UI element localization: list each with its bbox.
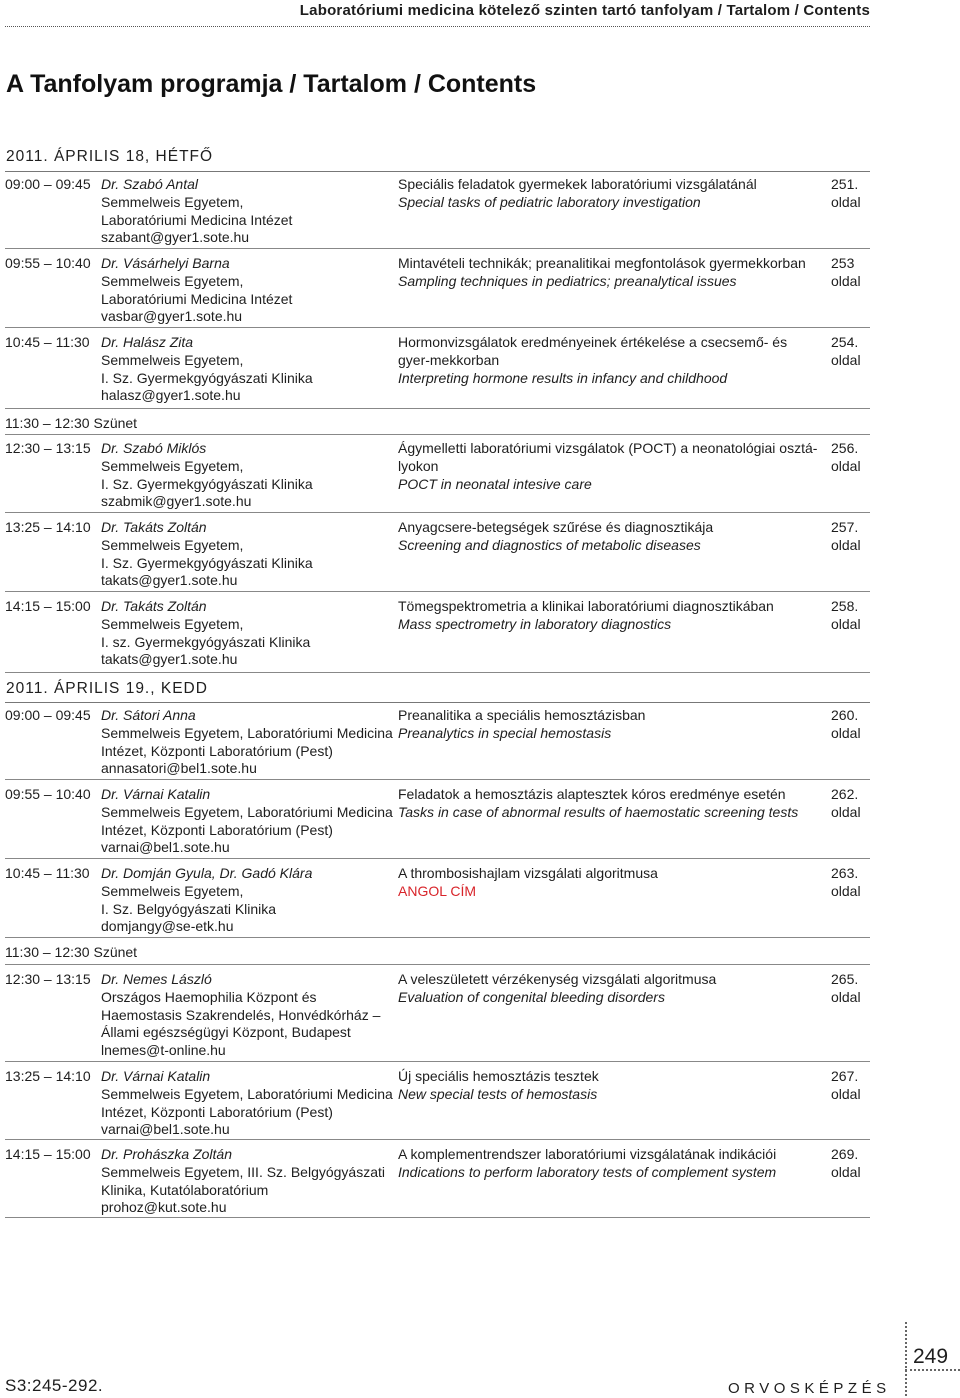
page-number-ref: 260.	[831, 707, 859, 723]
speaker-affiliation: Laboratóriumi Medicina Intézet	[101, 290, 293, 307]
topic-block	[398, 176, 818, 212]
session-time: 09:55 – 10:40	[5, 255, 91, 271]
page-number-ref: 253	[831, 255, 855, 271]
row-rule	[5, 779, 870, 780]
topic-block	[398, 598, 818, 634]
speaker-affiliation: Klinika, Kutatólaboratórium	[101, 1181, 269, 1198]
speaker-name: Dr. Halász Zita	[101, 334, 194, 350]
speaker-block	[101, 255, 393, 326]
speaker-name: Dr. Várnai Katalin	[101, 786, 211, 802]
speaker-affiliation: I. Sz. Belgyógyászati Klinika	[101, 900, 277, 917]
row-rule	[5, 591, 870, 592]
topic-hungarian: Feladatok a hemosztázis alaptesztek kóros eredménye esetén	[398, 786, 786, 802]
speaker-affiliation: Semmelweis Egyetem, Laboratóriumi Medicina	[101, 724, 393, 741]
speaker-email: lnemes@t-online.hu	[101, 1042, 226, 1059]
page-reference	[831, 440, 871, 476]
speaker-affiliation: Semmelweis Egyetem, Laboratóriumi Medicina	[101, 1085, 393, 1102]
speaker-name: Dr. Takáts Zoltán	[101, 598, 207, 614]
row-rule	[5, 937, 870, 938]
session-time: 13:25 – 14:10	[5, 1068, 91, 1084]
corner-dots-vertical	[905, 1322, 907, 1396]
topic-hungarian: A veleszületett vérzékenység vizsgálati algoritmusa	[398, 971, 717, 987]
topic-block	[398, 1146, 818, 1182]
speaker-name: Dr. Prohászka Zoltán	[101, 1146, 232, 1162]
topic-english: Mass spectrometry in laboratory diagnostics	[398, 615, 672, 632]
break-label: 11:30 – 12:30 Szünet	[5, 415, 138, 431]
speaker-email: annasatori@bel1.sote.hu	[101, 760, 257, 777]
topic-block	[398, 971, 818, 1007]
topic-hungarian: A komplementrendszer laboratóriumi vizsgálatának indikációi	[398, 1146, 777, 1162]
day-heading: 2011. ÁPRILIS 18, HÉTFŐ	[6, 148, 214, 165]
page-word: oldal	[831, 724, 861, 741]
break-label: 11:30 – 12:30 Szünet	[5, 944, 138, 960]
page-number-ref: 269.	[831, 1146, 859, 1162]
page-word: oldal	[831, 1163, 861, 1180]
row-rule	[5, 1061, 870, 1062]
page-reference	[831, 707, 871, 743]
speaker-block	[101, 707, 393, 778]
page-word: oldal	[831, 615, 861, 632]
page-word: oldal	[831, 351, 861, 368]
page-reference	[831, 255, 871, 291]
speaker-email: domjangy@se-etk.hu	[101, 918, 234, 935]
session-time: 10:45 – 11:30	[5, 334, 90, 350]
page-reference	[831, 334, 871, 370]
page-reference	[831, 1068, 871, 1104]
speaker-block	[101, 519, 393, 590]
page-word: oldal	[831, 272, 861, 289]
topic-hungarian: Preanalitika a speciális hemosztázisban	[398, 707, 646, 723]
day-rule	[5, 702, 870, 703]
speaker-affiliation: Semmelweis Egyetem,	[101, 615, 244, 632]
speaker-email: takats@gyer1.sote.hu	[101, 651, 238, 668]
page-word: oldal	[831, 193, 861, 210]
topic-hungarian: Speciális feladatok gyermekek laboratóriumi vizsgálatánál	[398, 176, 757, 192]
session-time: 09:00 – 09:45	[5, 176, 91, 192]
speaker-affiliation: Állami egészségügyi Központ, Budapest	[101, 1024, 351, 1041]
topic-english: Tasks in case of abnormal results of haemostatic screening tests	[398, 803, 799, 820]
speaker-name: Dr. Nemes László	[101, 971, 212, 987]
page-number-ref: 254.	[831, 334, 859, 350]
speaker-email: halasz@gyer1.sote.hu	[101, 387, 241, 404]
speaker-affiliation: I. Sz. Gyermekgyógyászati Klinika	[101, 554, 313, 571]
page-number-ref: 267.	[831, 1068, 859, 1084]
page-word: oldal	[831, 1085, 861, 1102]
speaker-block	[101, 176, 393, 247]
speaker-affiliation: I. sz. Gyermekgyógyászati Klinika	[101, 633, 311, 650]
topic-block	[398, 440, 818, 493]
session-time: 10:45 – 11:30	[5, 865, 90, 881]
page-number-ref: 256.	[831, 440, 859, 456]
page-title: A Tanfolyam programja / Tartalom / Contents	[6, 70, 537, 98]
topic-block	[398, 786, 818, 822]
speaker-email: vasbar@gyer1.sote.hu	[101, 308, 243, 325]
speaker-affiliation: Semmelweis Egyetem,	[101, 536, 244, 553]
topic-english: Indications to perform laboratory tests of complement system	[398, 1163, 777, 1180]
speaker-affiliation: Semmelweis Egyetem, III. Sz. Belgyógyászati	[101, 1163, 385, 1180]
speaker-affiliation: Laboratóriumi Medicina Intézet	[101, 211, 293, 228]
topic-english: Interpreting hormone results in infancy and childhood	[398, 369, 728, 386]
footer-journal: ORVOSKÉPZÉS	[728, 1380, 891, 1397]
speaker-name: Dr. Vásárhelyi Barna	[101, 255, 230, 271]
speaker-block	[101, 598, 393, 669]
page-number-ref: 263.	[831, 865, 859, 881]
session-time: 09:55 – 10:40	[5, 786, 91, 802]
page-reference	[831, 971, 871, 1007]
speaker-block	[101, 865, 393, 936]
page-reference	[831, 786, 871, 822]
topic-english: Screening and diagnostics of metabolic diseases	[398, 536, 701, 553]
page-word: oldal	[831, 988, 861, 1005]
speaker-email: prohoz@kut.sote.hu	[101, 1199, 227, 1216]
topic-english: ANGOL CÍM	[398, 882, 477, 899]
speaker-affiliation: Intézet, Központi Laboratórium (Pest)	[101, 821, 333, 838]
page-number-ref: 265.	[831, 971, 859, 987]
page-number-ref: 257.	[831, 519, 859, 535]
topic-block	[398, 1068, 818, 1104]
speaker-affiliation: Semmelweis Egyetem, Laboratóriumi Medicina	[101, 803, 393, 820]
page-word: oldal	[831, 882, 861, 899]
day-rule	[5, 171, 870, 172]
speaker-block	[101, 440, 393, 511]
row-rule	[5, 408, 870, 409]
page-word: oldal	[831, 457, 861, 474]
topic-block	[398, 519, 818, 555]
topic-english: Sampling techniques in pediatrics; preanalytical issues	[398, 272, 737, 289]
topic-hungarian: Anyagcsere-betegségek szűrése és diagnosztikája	[398, 519, 714, 535]
page-reference	[831, 519, 871, 555]
topic-hungarian: Ágymelletti laboratóriumi vizsgálatok (POCT) a neonatológiai osztá-lyokon	[398, 440, 818, 474]
speaker-name: Dr. Takáts Zoltán	[101, 519, 207, 535]
speaker-affiliation: Haemostasis Szakrendelés, Honvédkórház –	[101, 1006, 381, 1023]
row-rule	[5, 1139, 870, 1140]
topic-block	[398, 707, 818, 743]
page-word: oldal	[831, 536, 861, 553]
speaker-name: Dr. Sátori Anna	[101, 707, 196, 723]
topic-block	[398, 334, 818, 387]
row-rule	[5, 248, 870, 249]
session-time: 13:25 – 14:10	[5, 519, 91, 535]
speaker-block	[101, 1068, 393, 1139]
row-rule	[5, 858, 870, 859]
topic-hungarian: Új speciális hemosztázis tesztek	[398, 1068, 599, 1084]
topic-block	[398, 255, 818, 291]
speaker-name: Dr. Szabó Antal	[101, 176, 199, 192]
speaker-affiliation: Semmelweis Egyetem,	[101, 351, 244, 368]
page-reference	[831, 865, 871, 901]
page-reference	[831, 1146, 871, 1182]
page-number: 249	[913, 1345, 949, 1368]
speaker-email: szabant@gyer1.sote.hu	[101, 229, 250, 246]
day-heading: 2011. ÁPRILIS 19., KEDD	[6, 680, 208, 697]
page-word: oldal	[831, 803, 861, 820]
topic-hungarian: Hormonvizsgálatok eredményeinek értékelése a csecsemő- és gyer-mekkorban	[398, 334, 788, 368]
row-rule	[5, 964, 870, 965]
session-time: 12:30 – 13:15	[5, 440, 91, 456]
row-rule	[5, 512, 870, 513]
page-reference	[831, 176, 871, 212]
topic-english: POCT in neonatal intesive care	[398, 475, 592, 492]
topic-english: Special tasks of pediatric laboratory investigation	[398, 193, 701, 210]
speaker-email: szabmik@gyer1.sote.hu	[101, 493, 252, 510]
speaker-email: varnai@bel1.sote.hu	[101, 839, 230, 856]
speaker-affiliation: Semmelweis Egyetem,	[101, 272, 244, 289]
page-number-ref: 251.	[831, 176, 859, 192]
row-rule	[5, 327, 870, 328]
session-time: 12:30 – 13:15	[5, 971, 91, 987]
speaker-affiliation: Országos Haemophilia Központ és	[101, 988, 317, 1005]
speaker-affiliation: Semmelweis Egyetem,	[101, 193, 244, 210]
session-time: 14:15 – 15:00	[5, 598, 91, 614]
topic-block	[398, 865, 818, 901]
topic-hungarian: Mintavételi technikák; preanalitikai megfontolások gyermekkorban	[398, 255, 806, 271]
speaker-name: Dr. Szabó Miklós	[101, 440, 207, 456]
running-header: Laboratóriumi medicina kötelező szinten tartó tanfolyam / Tartalom / Contents	[299, 2, 870, 19]
speaker-block	[101, 334, 393, 405]
topic-hungarian: Tömegspektrometria a klinikai laboratóriumi diagnosztikában	[398, 598, 774, 614]
speaker-block	[101, 786, 393, 857]
row-rule	[5, 434, 870, 435]
page-number-ref: 258.	[831, 598, 859, 614]
speaker-affiliation: I. Sz. Gyermekgyógyászati Klinika	[101, 475, 313, 492]
page-reference	[831, 598, 871, 634]
speaker-affiliation: Intézet, Központi Laboratórium (Pest)	[101, 1103, 333, 1120]
topic-english: New special tests of hemostasis	[398, 1085, 598, 1102]
row-rule	[5, 672, 870, 673]
speaker-affiliation: I. Sz. Gyermekgyógyászati Klinika	[101, 369, 313, 386]
speaker-affiliation: Semmelweis Egyetem,	[101, 457, 244, 474]
speaker-email: takats@gyer1.sote.hu	[101, 572, 238, 589]
speaker-name: Dr. Domján Gyula, Dr. Gadó Klára	[101, 865, 313, 881]
corner-dots-horizontal	[905, 1369, 960, 1371]
speaker-block	[101, 971, 393, 1060]
page-number-ref: 262.	[831, 786, 859, 802]
speaker-email: varnai@bel1.sote.hu	[101, 1121, 230, 1138]
session-time: 14:15 – 15:00	[5, 1146, 91, 1162]
speaker-block	[101, 1146, 393, 1217]
footer-reference: S3:245-292.	[5, 1376, 104, 1395]
row-rule	[5, 1217, 870, 1218]
topic-english: Preanalytics in special hemostasis	[398, 724, 612, 741]
topic-hungarian: A thrombosishajlam vizsgálati algoritmusa	[398, 865, 658, 881]
speaker-affiliation: Intézet, Központi Laboratórium (Pest)	[101, 742, 333, 759]
session-time: 09:00 – 09:45	[5, 707, 91, 723]
speaker-name: Dr. Várnai Katalin	[101, 1068, 211, 1084]
topic-english: Evaluation of congenital bleeding disorders	[398, 988, 665, 1005]
speaker-affiliation: Semmelweis Egyetem,	[101, 882, 244, 899]
header-rule	[5, 26, 870, 27]
